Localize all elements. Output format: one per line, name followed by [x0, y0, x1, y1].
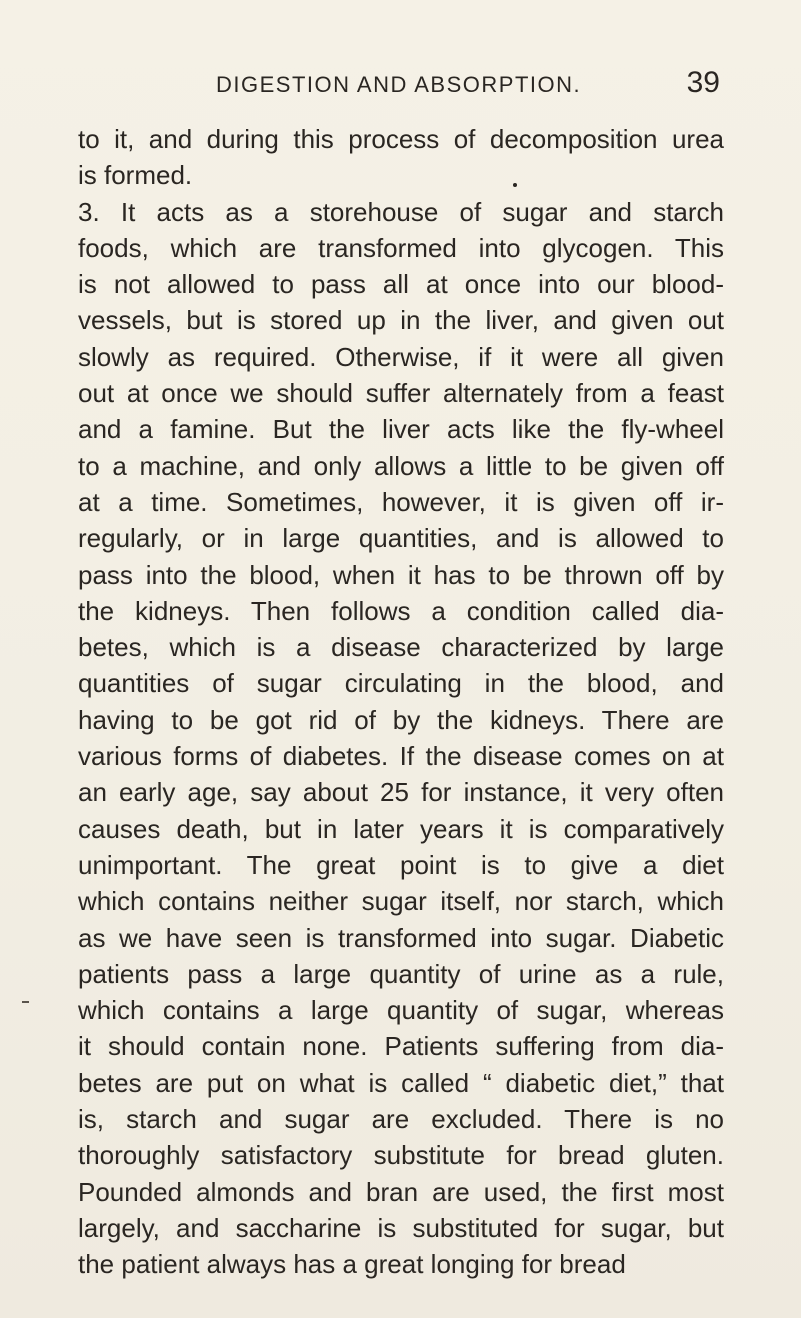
text-line: causes death, but in later years it is comparatively — [78, 813, 724, 844]
text-line: Pounded almonds and bran are used, the first most — [78, 1176, 724, 1207]
text-line: quantities of sugar circulating in the blood, and — [78, 668, 724, 699]
text-line: the patient always has a great longing for bread — [78, 1249, 626, 1280]
text-line: is not allowed to pass all at once into our blood- — [78, 269, 724, 300]
text-line: it should contain none. Patients suffering from dia- — [78, 1031, 724, 1062]
text-line: out at once we should suffer alternately from a feast — [78, 378, 724, 409]
text-line: vessels, but is stored up in the liver, and given out — [78, 305, 724, 336]
text-line: the kidneys. Then follows a condition called dia- — [78, 595, 724, 626]
text-line: betes are put on what is called “ diabetic diet,” that — [78, 1067, 724, 1098]
text-line: foods, which are transformed into glycogen. This — [78, 232, 724, 263]
text-line: having to be got rid of by the kidneys. There are — [78, 704, 724, 735]
ink-speck — [513, 183, 517, 187]
text-line: regularly, or in large quantities, and is allowed to — [78, 523, 724, 554]
text-line: various forms of diabetes. If the disease comes on at — [78, 741, 724, 772]
text-line: which contains neither sugar itself, nor starch, which — [78, 886, 724, 917]
running-title: DIGESTION AND ABSORPTION. — [216, 72, 582, 97]
text-line: largely, and saccharine is substituted for sugar, but — [78, 1212, 724, 1243]
running-head — [78, 68, 720, 108]
text-line: as we have seen is transformed into sugar. Diabetic — [78, 922, 724, 953]
text-line: patients pass a large quantity of urine as a rule, — [78, 958, 724, 989]
text-line: pass into the blood, when it has to be thrown off by — [78, 559, 724, 590]
text-line: at a time. Sometimes, however, it is given off ir- — [78, 486, 724, 517]
text-line: 3. It acts as a storehouse of sugar and starch — [78, 196, 724, 227]
text-line: is, starch and sugar are excluded. There is no — [78, 1104, 724, 1135]
text-line: is formed. — [78, 160, 193, 191]
text-line: to it, and during this process of decomposition urea — [78, 124, 724, 154]
text-line: unimportant. The great point is to give a diet — [78, 849, 724, 880]
body-text — [78, 121, 724, 1283]
text-line: to a machine, and only allows a little to be given off — [78, 450, 724, 481]
margin-mark — [22, 1001, 29, 1003]
text-line: slowly as required. Otherwise, if it were all given — [78, 341, 724, 372]
text-line: an early age, say about 25 for instance, it very often — [78, 777, 724, 808]
text-line: which contains a large quantity of sugar, whereas — [78, 995, 724, 1026]
text-line: and a famine. But the liver acts like the fly-wheel — [78, 414, 724, 445]
text-line: betes, which is a disease characterized by large — [78, 632, 724, 663]
text-line: thoroughly satisfactory substitute for bread gluten. — [78, 1140, 724, 1171]
page-number: 39 — [686, 66, 720, 99]
